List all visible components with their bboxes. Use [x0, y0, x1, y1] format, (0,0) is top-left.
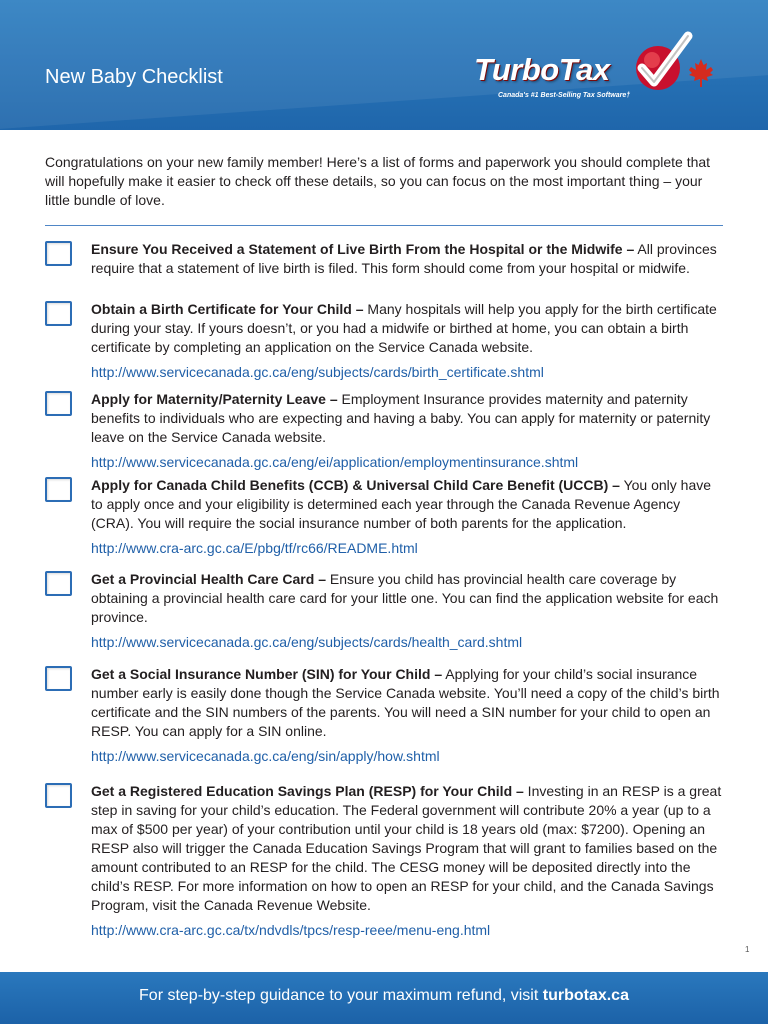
footer-site-link[interactable]: turbotax.ca	[542, 987, 629, 1004]
item-body	[91, 300, 725, 382]
item-description	[91, 476, 725, 533]
checklist-item-live-birth	[45, 240, 725, 278]
checkbox[interactable]	[45, 477, 72, 502]
checkbox[interactable]	[45, 571, 72, 596]
item-description	[91, 570, 725, 627]
item-body	[91, 782, 725, 940]
item-text: Applying for your child’s social insurance number early is easily done though the Service Canada website. You’ll need a copy of the child’s birth certificate and the SIN numbers of the parents. You will need a SIN number for your child to open an RESP. You can apply for a SIN online.	[91, 666, 720, 739]
item-body	[91, 570, 725, 652]
checkbox[interactable]	[45, 241, 72, 266]
checklist-item-birth-certificate	[45, 300, 725, 382]
item-text: Employment Insurance provides maternity and paternity benefits to individuals who are expecting and having a baby. You can apply for maternity or paternity leave on the Service Canada website.	[91, 391, 711, 445]
item-body	[91, 390, 725, 472]
checklist-item-health-card	[45, 570, 725, 652]
checkbox[interactable]	[45, 666, 72, 691]
item-link[interactable]: http://www.cra-arc.gc.ca/tx/ndvdls/tpcs/resp-reee/menu-eng.html	[91, 922, 491, 938]
item-text: Many hospitals will help you apply for the birth certificate during your stay. If yours doesn’t, or you had a midwife or birthed at home, you can obtain a birth certificate by completing an application on the Service Canada website.	[91, 301, 717, 355]
checkmark-badge-icon	[632, 30, 694, 96]
item-title: Obtain a Birth Certificate for Your Child –	[91, 301, 364, 317]
footer-banner	[0, 972, 768, 1024]
item-link[interactable]: http://www.servicecanada.gc.ca/eng/subjects/cards/birth_certificate.shtml	[91, 364, 544, 380]
checklist-item-resp	[45, 782, 725, 940]
divider	[45, 225, 723, 226]
checkbox[interactable]	[45, 391, 72, 416]
item-description	[91, 390, 725, 447]
checkbox[interactable]	[45, 783, 72, 808]
item-description	[91, 240, 725, 278]
item-title: Ensure You Received a Statement of Live Birth From the Hospital or the Midwife –	[91, 241, 635, 257]
item-title: Get a Registered Education Savings Plan (RESP) for Your Child –	[91, 783, 524, 799]
item-text: Investing in an RESP is a great step in saving for your child’s education. The Federal government will contribute 20% a year (up to a max of $500 per year) of your contribution until your child is 18 years old (max: $7200). Opening an RESP also will trigger the Canada Education Savings Program that will grant to families based on the amount contributed to an RESP for the child. The CESG money will be deposited directly into the child’s RESP. For more information on how to open an RESP for your child, and the Canada Savings Program, visit the Canada Revenue Website.	[91, 783, 722, 913]
checklist-item-parental-leave	[45, 390, 725, 472]
checklist-item-child-benefits	[45, 476, 725, 558]
intro-paragraph: Congratulations on your new family member! Here’s a list of forms and paperwork you should complete that will hopefully make it easier to check off these details, so you can focus on the most important thing – your little bundle of love.	[45, 154, 711, 208]
item-text: All provinces require that a statement of live birth is filed. This form should come from your hospital or midwife.	[91, 241, 717, 276]
turbotax-logo	[470, 28, 720, 108]
item-title: Apply for Maternity/Paternity Leave –	[91, 391, 338, 407]
item-link[interactable]: http://www.servicecanada.gc.ca/eng/ei/application/employmentinsurance.shtml	[91, 454, 579, 470]
page-number: 1	[745, 945, 750, 954]
item-title: Get a Social Insurance Number (SIN) for Your Child –	[91, 666, 443, 682]
item-text: Ensure you child has provincial health care coverage by obtaining a provincial health care card for your little one. You can find the application website for each province.	[91, 571, 719, 625]
item-description	[91, 300, 725, 357]
page-title: New Baby Checklist	[45, 66, 223, 88]
item-body	[91, 476, 725, 558]
logo-tagline: Canada's #1 Best-Selling Tax Software†	[498, 92, 631, 99]
checklist-item-sin	[45, 665, 725, 766]
item-description	[91, 665, 725, 741]
item-title: Get a Provincial Health Care Card –	[91, 571, 326, 587]
logo-wordmark: TurboTax	[474, 52, 610, 87]
item-link[interactable]: http://www.servicecanada.gc.ca/eng/subjects/cards/health_card.shtml	[91, 634, 523, 650]
item-text: You only have to apply once and your eligibility is determined each year through the Canada Revenue Agency (CRA). You will require the social insurance number of both parents for the application.	[91, 477, 712, 531]
footer-text: For step-by-step guidance to your maximum refund, visit	[139, 987, 543, 1004]
header-banner	[0, 0, 768, 130]
checkbox[interactable]	[45, 301, 72, 326]
item-link[interactable]: http://www.cra-arc.gc.ca/E/pbg/tf/rc66/README.html	[91, 540, 418, 556]
item-body	[91, 665, 725, 766]
item-title: Apply for Canada Child Benefits (CCB) & Universal Child Care Benefit (UCCB) –	[91, 477, 620, 493]
item-description	[91, 782, 725, 915]
item-link[interactable]: http://www.servicecanada.gc.ca/eng/sin/apply/how.shtml	[91, 748, 440, 764]
maple-leaf-icon	[686, 58, 716, 88]
item-body	[91, 240, 725, 278]
